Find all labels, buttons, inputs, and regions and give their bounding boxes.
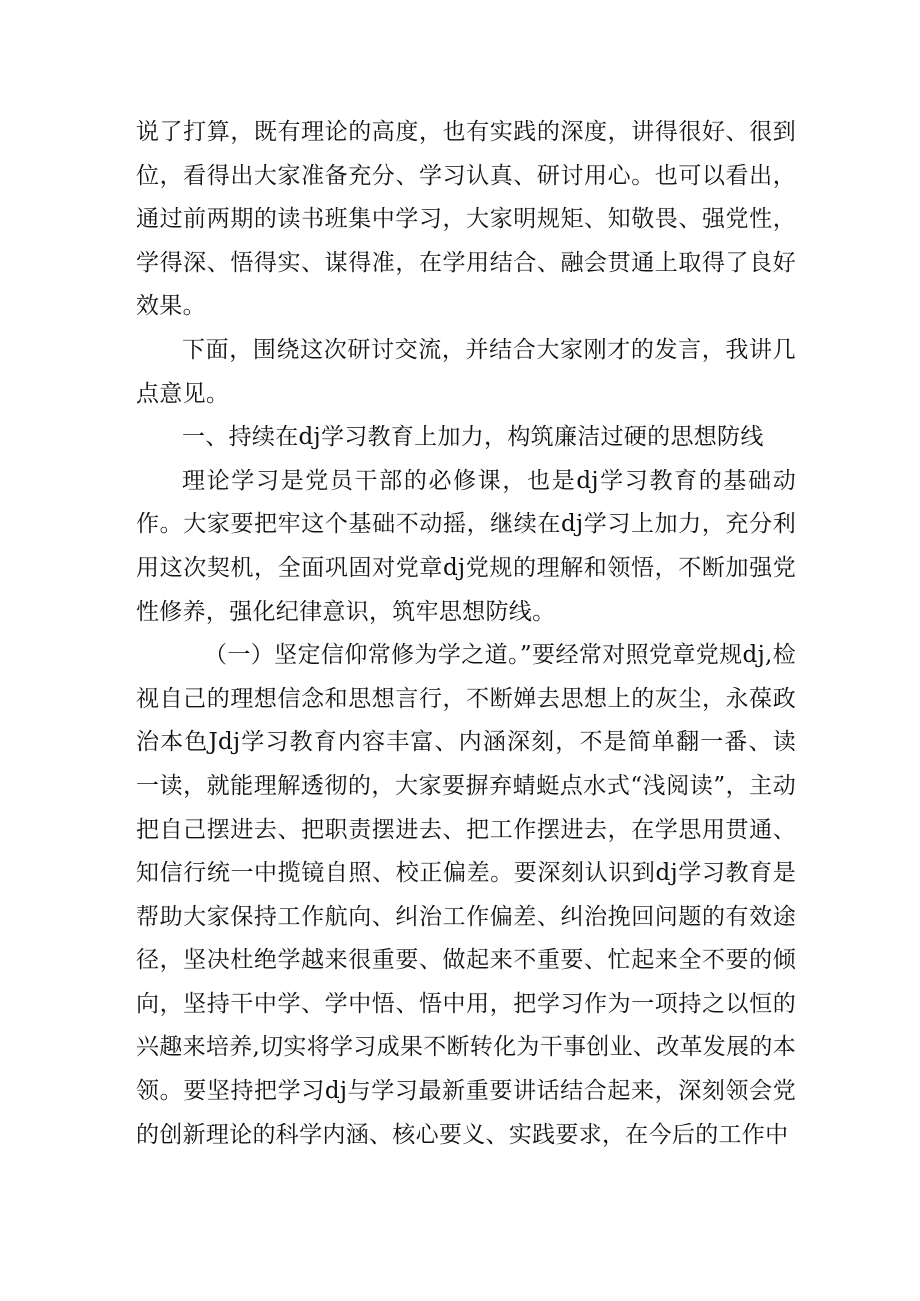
paragraph-intro: 下面，围绕这次研讨交流，并结合大家刚才的发言，我讲几点意见。: [136, 336, 796, 407]
section-heading-1: 一、持续在dj学习教育上加力，构筑廉洁过硬的思想防线: [182, 424, 764, 451]
paragraph-subsection-1: （一）坚定信仰常修为学之道。”要经常对照党章党规dj,检视自己的理想信念和思想言行，不断婵去思想上的灰尘，永葆政治本色Jdj学习教育内容丰富、内涵深刻，不是简单翻一番、读一读，就能理解透彻的，大家要摒弃蜻蜓点水式“浅阅读”，主动把自己摆进去、把职责摆进去、把工作摆进去，在学思用贯通、知信行统一中揽镜自照、校正偏差。要深刻认识到dj学习教育是帮助大家保持工作航向、纠治工作偏差、纠治挽回问题的有效途径，坚决杜绝学越来很重要、做起来不重要、忙起来全不要的倾向，坚持干中学、学中悟、悟中用，把学习作为一项持之以恒的兴趣来培养,切实将学习成果不断转化为干事创业、改革发展的本领。要坚持把学习dj与学习最新重要讲话结合起来，深刻领会党的创新理论的科学内涵、核心要义、实践要求，在今后的工作中: [136, 642, 797, 1148]
paragraph-section-1-body: 理论学习是党员干部的必修课，也是dj学习教育的基础动作。大家要把牢这个基础不动摇，继续在dj学习上加力，充分利用这次契机，全面巩固对党章dj党规的理解和领悟，不断加强党性修养，强化纪律意识，筑牢思想防线。: [136, 467, 796, 625]
paragraph-continuation: 说了打算，既有理论的高度，也有实践的深度，讲得很好、很到位，看得出大家准备充分、学习认真、研讨用心。也可以看出，通过前两期的读书班集中学习，大家明规矩、知敬畏、强党性，学得深、悟得实、谋得准，在学用结合、融会贯通上取得了良好效果。: [136, 119, 796, 320]
document-body: [136, 111, 796, 1157]
